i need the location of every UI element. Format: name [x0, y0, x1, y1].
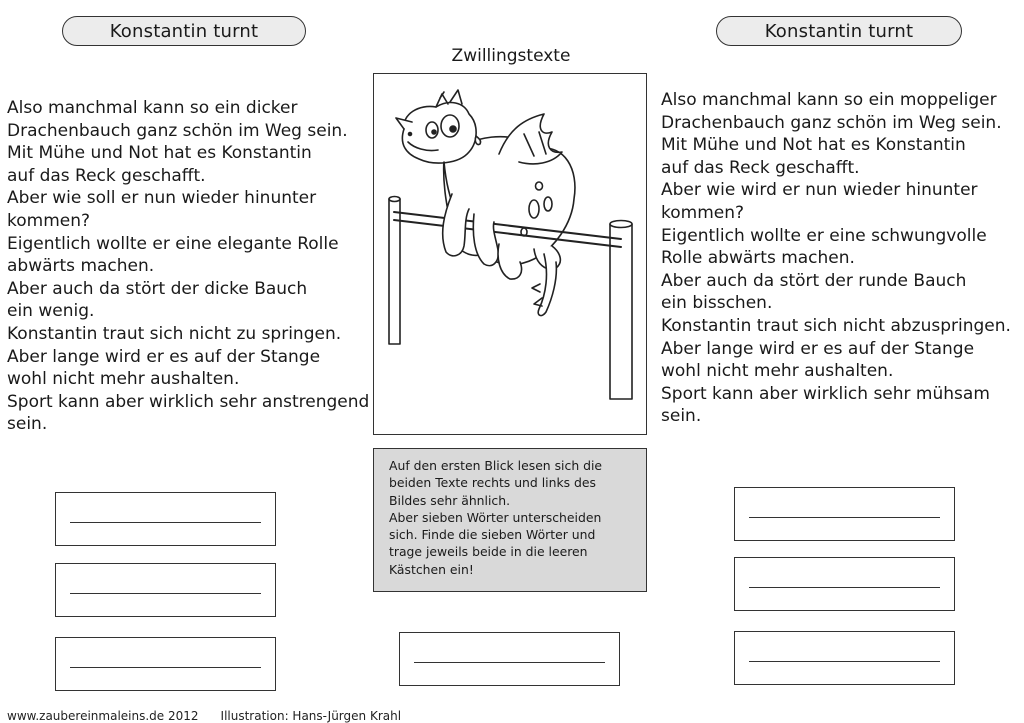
footer — [7, 709, 401, 723]
instruction-line: trage jeweils beide in die leeren — [389, 544, 588, 560]
left-text-line: Aber lange wird er es auf der Stange — [7, 346, 321, 367]
left-title: Konstantin turnt — [109, 20, 259, 42]
left-text — [7, 97, 369, 436]
left-text-line: Konstantin traut sich nicht zu springen. — [7, 323, 342, 344]
answer-line — [70, 522, 261, 523]
right-text-line: ein bisschen. — [661, 293, 773, 314]
right-text — [661, 89, 1011, 428]
right-text-line: Konstantin traut sich nicht abzuspringen. — [661, 315, 1011, 336]
answer-line — [70, 593, 261, 594]
answer-box-right-1[interactable] — [734, 487, 955, 541]
right-text-line: Aber auch da stört der runde Bauch — [661, 270, 967, 291]
left-text-line: Aber auch da stört der dicke Bauch — [7, 278, 308, 299]
footer-website: www.zaubereinmaleins.de 2012 — [7, 709, 199, 723]
answer-box-left-1[interactable] — [55, 492, 276, 546]
left-text-line: Also manchmal kann so ein dicker — [7, 98, 298, 118]
left-text-line: Aber wie soll er nun wieder hinunter — [7, 188, 317, 209]
left-text-line: abwärts machen. — [7, 256, 155, 277]
answer-line — [70, 667, 261, 668]
right-text-line: Sport kann aber wirklich sehr mühsam — [661, 383, 990, 404]
answer-box-left-2[interactable] — [55, 563, 276, 617]
left-text-line: Sport kann aber wirklich sehr anstrengend — [7, 391, 370, 412]
right-text-line: Rolle abwärts machen. — [661, 248, 855, 269]
left-title-pill — [62, 16, 306, 46]
right-text-line: Eigentlich wollte er eine schwungvolle — [661, 225, 987, 246]
answer-line — [749, 517, 940, 518]
answer-line — [414, 662, 605, 663]
left-text-line: ein wenig. — [7, 301, 95, 322]
right-text-line: wohl nicht mehr aushalten. — [661, 361, 894, 382]
right-text-line: Also manchmal kann so ein moppeliger — [661, 90, 997, 110]
dragon-on-bar-illustration — [374, 74, 645, 433]
right-text-line: auf das Reck geschafft. — [661, 157, 860, 178]
footer-credit: Illustration: Hans-Jürgen Krahl — [220, 709, 402, 723]
answer-line — [749, 587, 940, 588]
left-text-line: Drachenbauch ganz schön im Weg sein. — [7, 120, 348, 141]
right-title: Konstantin turnt — [764, 20, 914, 42]
center-title: Zwillingstexte — [451, 46, 571, 66]
left-text-line: kommen? — [7, 210, 91, 231]
right-text-line: Drachenbauch ganz schön im Weg sein. — [661, 112, 1002, 133]
instruction-line: Aber sieben Wörter unterscheiden — [389, 509, 602, 525]
instruction-line: Auf den ersten Blick lesen sich die — [389, 458, 603, 473]
left-text-line: auf das Reck geschafft. — [7, 165, 206, 186]
instruction-line: beiden Texte rechts und links des — [389, 475, 596, 491]
answer-box-right-3[interactable] — [734, 631, 955, 685]
answer-box-left-3[interactable] — [55, 637, 276, 691]
left-text-line: wohl nicht mehr aushalten. — [7, 369, 240, 390]
instruction-line: Bildes sehr ähnlich. — [389, 492, 511, 508]
illustration-frame — [373, 73, 647, 435]
left-text-line: Eigentlich wollte er eine elegante Rolle — [7, 233, 339, 254]
right-text-line: sein. — [661, 406, 702, 427]
instruction-line: Kästchen ein! — [389, 561, 474, 577]
left-text-line: sein. — [7, 414, 48, 435]
left-text-line: Mit Mühe und Not hat es Konstantin — [7, 143, 312, 164]
answer-line — [749, 661, 940, 662]
right-title-pill — [716, 16, 962, 46]
answer-box-center-1[interactable] — [399, 632, 620, 686]
right-text-line: kommen? — [661, 202, 745, 223]
right-text-line: Aber lange wird er es auf der Stange — [661, 338, 975, 359]
instruction-line: sich. Finde die sieben Wörter und — [389, 527, 596, 543]
right-text-line: Aber wie wird er nun wieder hinunter — [661, 180, 978, 201]
answer-box-right-2[interactable] — [734, 557, 955, 611]
right-text-line: Mit Mühe und Not hat es Konstantin — [661, 135, 966, 156]
instruction-box — [373, 448, 647, 592]
